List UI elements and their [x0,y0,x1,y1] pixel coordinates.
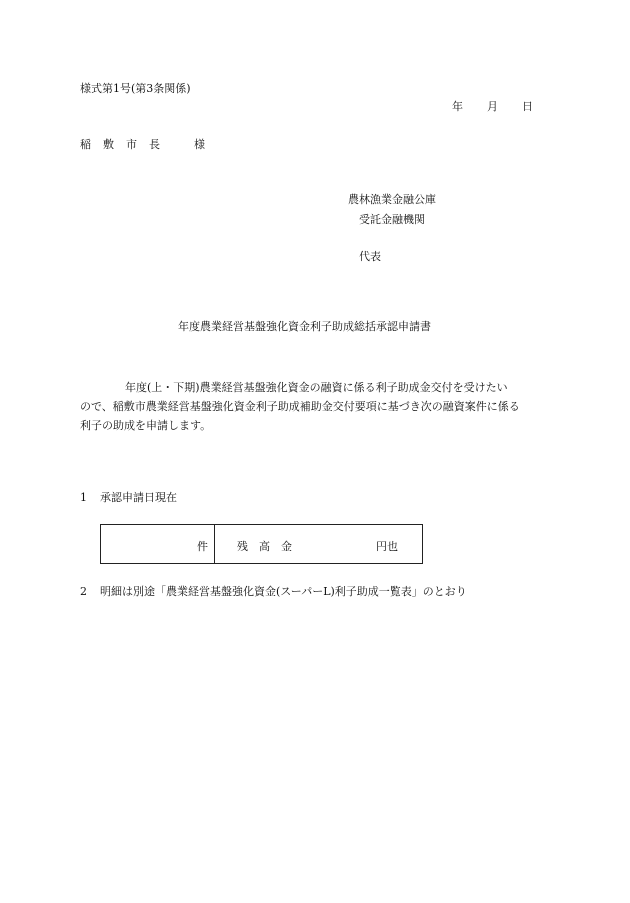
item-2-number: 2 [80,585,87,598]
item-2-label: 明細は別途「農業経営基盤強化資金(スーパーL)利子助成一覧表」のとおり [100,585,467,598]
addressee-char-3: 市 [126,138,137,151]
applicant-bank: 受託金融機関 [359,213,425,226]
balance-table [100,524,423,564]
item-2 [80,585,467,599]
addressee-char-1: 稲 [80,138,91,151]
applicant-organization: 農林漁業金融公庫 [348,193,436,206]
body-paragraph [80,378,555,435]
body-line-3: 利子の助成を申請します。 [80,419,212,432]
applicant-representative: 代表 [359,250,381,263]
item-1-label: 承認申請日現在 [100,491,177,504]
item-1-number: 1 [80,491,87,504]
addressee [80,138,205,152]
date-year: 年 [452,100,463,113]
document-title: 年度農業経営基盤強化資金利子助成総括承認申請書 [178,320,431,333]
count-unit: 件 [197,540,208,553]
addressee-honorific: 様 [194,138,205,151]
balance-cell [215,525,422,563]
item-1 [80,491,177,505]
body-line-1: 年度(上・下期)農業経営基盤強化資金の融資に係る利子助成金交付を受けたい [125,381,508,394]
addressee-char-4: 長 [149,138,160,151]
form-number: 様式第1号(第3条関係) [80,82,191,95]
addressee-char-2: 敷 [103,138,114,151]
date-month: 月 [487,100,498,113]
balance-label: 残 高 金 [237,540,292,553]
count-cell [101,525,215,563]
date-day: 日 [522,100,533,113]
balance-unit: 円也 [376,540,398,553]
body-line-2: ので、稲敷市農業経営基盤強化資金利子助成補助金交付要項に基づき次の融資案件に係る [80,400,520,413]
date-line [452,100,533,114]
